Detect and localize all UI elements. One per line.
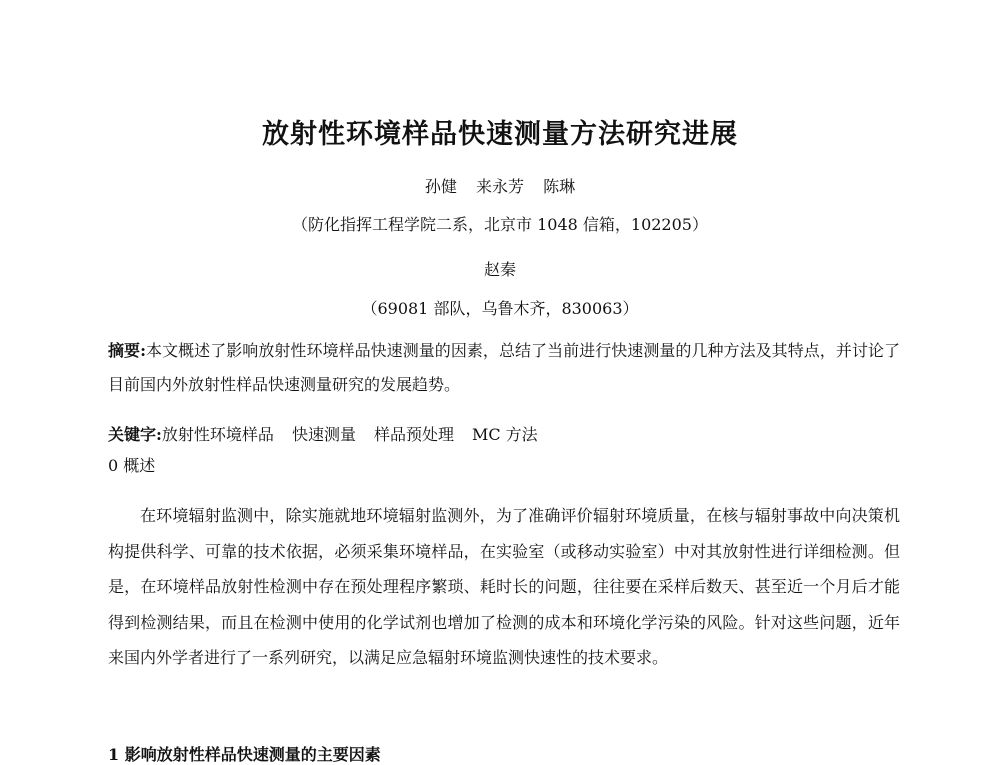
paper-title: 放射性环境样品快速测量方法研究进展 (262, 119, 738, 150)
abstract-label: 摘要: (108, 341, 146, 360)
affiliation-secondary: （69081 部队，乌鲁木齐，830063） (361, 299, 639, 318)
keyword: 快速测量 (291, 425, 356, 444)
body-paragraph: 在环境辐射监测中，除实施就地环境辐射监测外，为了准确评价辐射环境质量，在核与辐射事故中向决策机构提供科学、可靠的技术依据，必须采集环境样品，在实验室（或移动实验室）中对其放射性进行详细检测。但是，在环境样品放射性检测中存在预处理程序繁琐、耗时长的问题，往往要在采样后数天、甚至近一个月后才能得到检测结果，而且在检测中使用的化学试剂也增加了检测的成本和环境化学污染的风险。针对这些问题，近年来国内外学者进行了一系列研究，以满足应急辐射环境监测快速性的技术要求。 (108, 506, 900, 667)
author-list-secondary: 赵秦 (483, 260, 516, 279)
affiliation: （防化指挥工程学院二系，北京市 1048 信箱，102205） (292, 215, 708, 234)
keywords-label: 关键字: (108, 425, 162, 444)
abstract-text: 本文概述了影响放射性环境样品快速测量的因素，总结了当前进行快速测量的几种方法及其特点，并讨论了目前国内外放射性样品快速测量研究的发展趋势。 (108, 341, 900, 394)
section-heading: 0 概述 (108, 456, 156, 475)
keyword: 样品预处理 (373, 425, 454, 444)
keyword: MC 方法 (471, 425, 538, 444)
keywords (108, 418, 900, 452)
abstract (108, 334, 900, 402)
keyword: 放射性环境样品 (161, 425, 274, 444)
author-list: 孙健 来永芳 陈琳 (424, 177, 576, 196)
section-heading: 1 影响放射性样品快速测量的主要因素 (108, 745, 381, 764)
